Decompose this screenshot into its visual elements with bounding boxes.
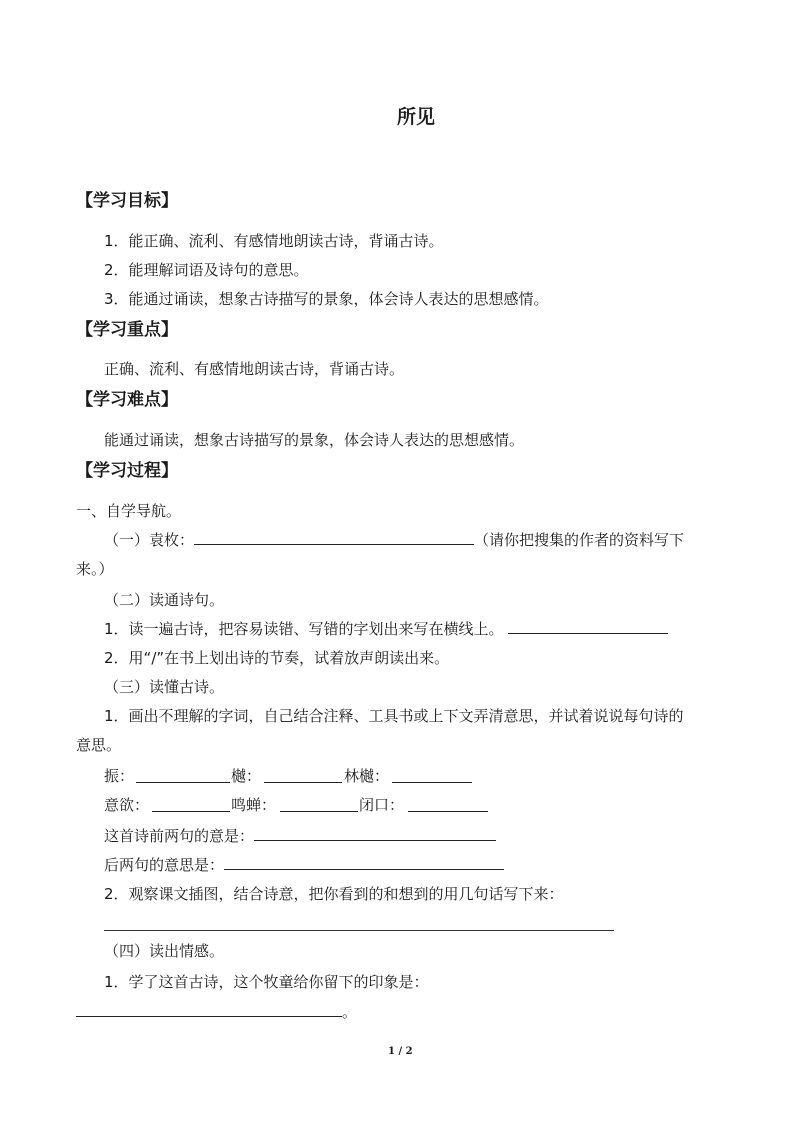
sub3-title: （三）读懂古诗。	[104, 678, 225, 696]
goal-item-2: 2．能理解词语及诗句的意思。	[104, 261, 309, 279]
word-label-yiyu: 意欲：	[104, 796, 150, 814]
sub4-item1: 1．学了这首古诗，这个牧童给你留下的印象是：	[104, 973, 429, 991]
meaning-back-blank[interactable]	[224, 855, 504, 870]
impression-end: 。	[342, 1003, 358, 1021]
meaning-front-blank[interactable]	[254, 826, 496, 841]
part1-title: 一、自学导航。	[76, 502, 182, 520]
sub3-item1-line1: 1．画出不理解的字词，自己结合注释、工具书或上下文弄清意思，并试着说说每句诗的	[104, 707, 684, 725]
goal-item-1: 1．能正确、流利、有感情地朗读古诗，背诵古诗。	[104, 232, 444, 250]
process-heading: 【学习过程】	[76, 461, 178, 481]
word-blank-linyue[interactable]	[392, 768, 472, 783]
word-blank-zhen[interactable]	[136, 768, 230, 783]
illustration-answer-line[interactable]	[104, 930, 614, 931]
impression-blank[interactable]	[76, 1002, 342, 1017]
meaning-front-line	[104, 826, 496, 846]
impression-line	[76, 1002, 357, 1022]
focus-text: 正确、流利、有感情地朗读古诗，背诵古诗。	[104, 360, 405, 378]
author-suffix: （请你把搜集的作者的资料写下	[474, 531, 685, 549]
sub2-item1-text: 1．读一遍古诗，把容易读错、写错的字划出来写在横线上。	[104, 620, 504, 638]
sub2-title: （二）读通诗句。	[104, 591, 225, 609]
word-blank-mingchan[interactable]	[280, 797, 358, 812]
sub4-title: （四）读出情感。	[104, 942, 225, 960]
author-prefix: （一）袁枚：	[104, 531, 195, 549]
author-line-cont: 来。）	[76, 560, 114, 578]
focus-heading: 【学习重点】	[76, 320, 178, 340]
goal-item-3: 3．能通过诵读，想象古诗描写的景象，体会诗人表达的思想感情。	[104, 290, 549, 308]
author-line	[104, 530, 684, 550]
sub3-item2: 2．观察课文插图，结合诗意，把你看到的和想到的用几句话写下来：	[104, 885, 564, 903]
word-blank-bikou[interactable]	[408, 797, 488, 812]
word-label-bikou: 闭口：	[359, 796, 405, 814]
difficulty-text: 能通过诵读，想象古诗描写的景象，体会诗人表达的思想感情。	[104, 431, 525, 449]
meaning-back-label: 后两句的意思是：	[104, 856, 225, 874]
page-title: 所见	[397, 106, 436, 128]
page-number: 1 / 2	[388, 1046, 413, 1057]
word-label-yue: 樾：	[231, 767, 262, 785]
meaning-front-label: 这首诗前两句的意是：	[104, 827, 255, 845]
word-label-zhen: 振：	[104, 767, 135, 785]
word-blank-yue[interactable]	[264, 768, 342, 783]
meaning-back-line	[104, 855, 504, 875]
misread-chars-blank[interactable]	[508, 619, 668, 634]
goals-heading: 【学习目标】	[76, 191, 178, 211]
word-blank-yiyu[interactable]	[152, 797, 230, 812]
sub2-item2: 2．用“/”在书上划出诗的节奏，试着放声朗读出来。	[104, 649, 450, 667]
word-label-mingchan: 鸣蝉：	[231, 796, 277, 814]
author-blank[interactable]	[194, 530, 474, 545]
sub3-item1-line2: 意思。	[76, 736, 122, 754]
difficulty-heading: 【学习难点】	[76, 390, 178, 410]
sub2-item1-line	[104, 619, 668, 639]
word-label-linyue: 林樾：	[344, 767, 390, 785]
